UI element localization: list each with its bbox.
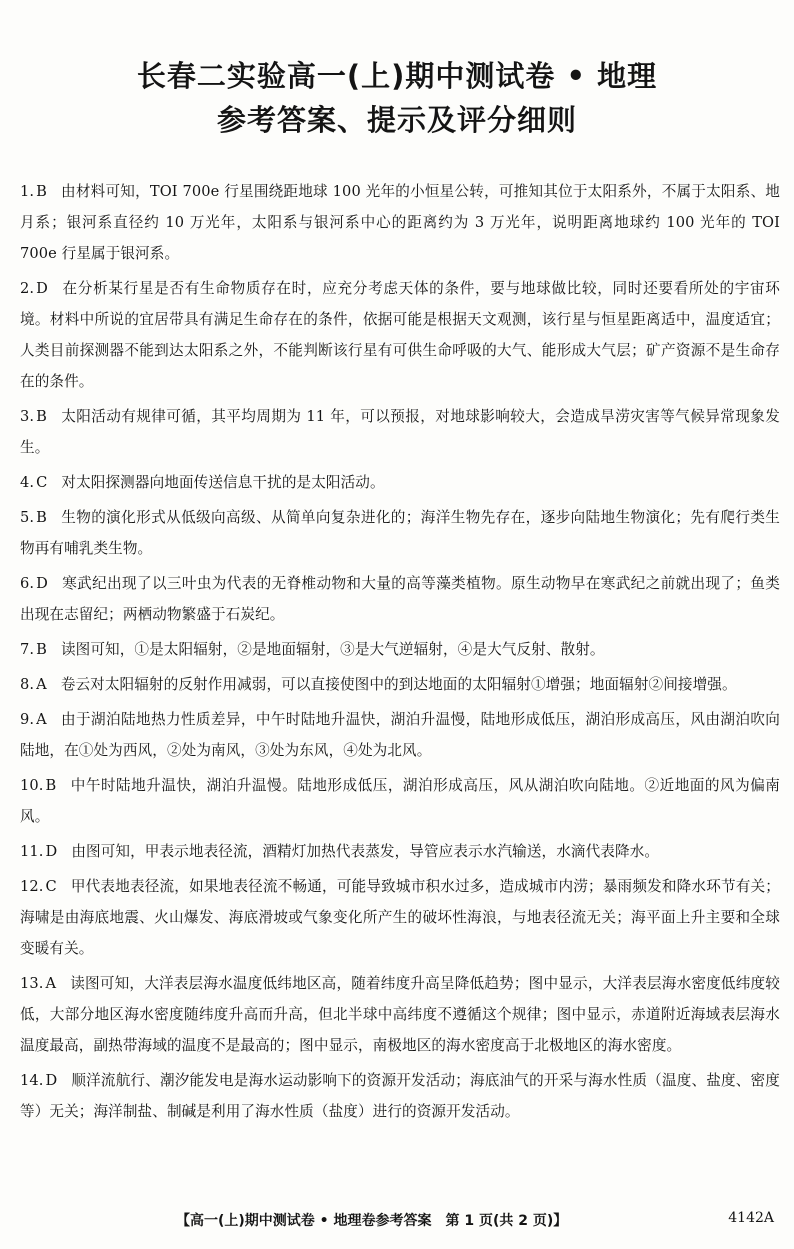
answer-key: C: [45, 878, 57, 895]
answer-item: [20, 401, 780, 463]
answer-item: [20, 568, 780, 630]
answer-explanation: 顺洋流航行、潮汐能发电是海水运动影响下的资源开发活动；海底油气的开采与海水性质（温度、盐度、密度等）无关；海洋制盐、制碱是利用了海水性质（盐度）进行的资源开发活动。: [20, 1072, 780, 1120]
answer-item: [20, 467, 780, 498]
answer-item: [20, 770, 780, 832]
answer-explanation: 由图可知，甲表示地表径流，酒精灯加热代表蒸发，导管应表示水汽输送，水滴代表降水。: [71, 843, 660, 860]
answer-item: [20, 836, 780, 867]
answer-key: D: [45, 1072, 58, 1089]
answer-key: A: [36, 676, 47, 693]
answer-explanation: 太阳活动有规律可循，其平均周期为 11 年，可以预报，对地球影响较大，会造成旱涝灾害等气候异常现象发生。: [20, 408, 780, 456]
footer-page-info: 【高一(上)期中测试卷 • 地理卷参考答案 第 1 页(共 2 页)】: [176, 1213, 568, 1229]
answer-key: B: [36, 641, 47, 658]
answer-number: 8.: [20, 676, 35, 693]
answer-key: B: [45, 777, 57, 794]
answer-number: 1.: [20, 183, 35, 200]
answer-number: 13.: [20, 975, 44, 992]
answer-explanation: 生物的演化形式从低级向高级、从简单向复杂进化的；海洋生物先存在，逐步向陆地生物演化；先有爬行类生物再有哺乳类生物。: [20, 509, 780, 557]
answer-explanation: 读图可知，大洋表层海水温度低纬地区高，随着纬度升高呈降低趋势；图中显示，大洋表层海水密度低纬度较低，大部分地区海水密度随纬度升高而升高，但北半球中高纬度不遵循这个规律；图中显示，赤道附近海域表层海水温度最高，副热带海域的温度不是最高的；图中显示，南极地区的海水密度高于北极地区的海水密度。: [20, 975, 780, 1054]
answer-item: [20, 502, 780, 564]
answer-number: 10.: [20, 777, 44, 794]
answer-number: 7.: [20, 641, 35, 658]
answer-number: 12.: [20, 878, 44, 895]
answer-item: [20, 704, 780, 766]
answer-number: 5.: [20, 509, 35, 526]
answer-explanation: 中午时陆地升温快，湖泊升温慢。陆地形成低压，湖泊形成高压，风从湖泊吹向陆地。②近地面的风为偏南风。: [20, 777, 780, 825]
answer-explanation: 甲代表地表径流，如果地表径流不畅通，可能导致城市积水过多，造成城市内涝；暴雨频发和降水环节有关；海啸是由海底地震、火山爆发、海底滑坡或气象变化所产生的破坏性海浪，与地表径流无关；海平面上升主要和全球变暖有关。: [20, 878, 780, 957]
document-title: 长春二实验高一(上)期中测试卷 • 地理: [136, 59, 658, 93]
answer-key: B: [36, 509, 47, 526]
answer-number: 9.: [20, 711, 35, 728]
answer-list: [20, 176, 780, 1131]
answer-key: D: [45, 843, 58, 860]
answer-item: [20, 273, 780, 397]
answer-explanation: 读图可知，①是太阳辐射，②是地面辐射，③是大气逆辐射，④是大气反射、散射。: [60, 641, 605, 658]
answer-number: 11.: [20, 843, 44, 860]
footer-code: 4142A: [728, 1210, 774, 1226]
page-footer: [0, 1210, 794, 1234]
answer-number: 6.: [20, 575, 35, 592]
answer-key: D: [36, 575, 48, 592]
answer-key: A: [45, 975, 57, 992]
answer-item: [20, 968, 780, 1061]
document-subtitle: 参考答案、提示及评分细则: [216, 103, 577, 137]
answer-key: C: [36, 474, 48, 491]
answer-explanation: 由于湖泊陆地热力性质差异，中午时陆地升温快，湖泊升温慢，陆地形成低压，湖泊形成高压，风由湖泊吹向陆地，在①处为西风，②处为南风，③处为东风，④处为北风。: [20, 711, 780, 759]
answer-explanation: 寒武纪出现了以三叶虫为代表的无脊椎动物和大量的高等藻类植物。原生动物早在寒武纪之前就出现了；鱼类出现在志留纪；两栖动物繁盛于石炭纪。: [20, 575, 780, 623]
answer-number: 14.: [20, 1072, 44, 1089]
answer-number: 3.: [20, 408, 35, 425]
answer-key: D: [36, 280, 48, 297]
answer-number: 4.: [20, 474, 35, 491]
answer-item: [20, 669, 780, 700]
answer-item: [20, 634, 780, 665]
answer-explanation: 由材料可知，TOI 700e 行星围绕距地球 100 光年的小恒星公转，可推知其位于太阳系外，不属于太阳系、地月系；银河系直径约 10 万光年，太阳系与银河系中心的距离约为 3 万光年，说明距离地球约 100 光年的 TOI 700e 行星属于银河系。: [20, 183, 780, 262]
answer-explanation: 卷云对太阳辐射的反射作用减弱，可以直接使图中的到达地面的太阳辐射①增强；地面辐射②间接增强。: [60, 676, 737, 693]
answer-number: 2.: [20, 280, 35, 297]
answer-item: [20, 1065, 780, 1127]
answer-key: B: [36, 183, 47, 200]
answer-item: [20, 871, 780, 964]
answer-item: [20, 176, 780, 269]
answer-explanation: 对太阳探测器向地面传送信息干扰的是太阳活动。: [61, 474, 385, 491]
answer-key: B: [36, 408, 47, 425]
answer-explanation: 在分析某行星是否有生命物质存在时，应充分考虑天体的条件，要与地球做比较，同时还要看所处的宇宙环境。材料中所说的宜居带具有满足生命存在的条件，依据可能是根据天文观测，该行星与恒星距离适中，温度适宜；人类目前探测器不能到达太阳系之外，不能判断该行星有可供生命呼吸的大气、能形成大气层；矿产资源不是生命存在的条件。: [20, 280, 780, 390]
answer-key: A: [36, 711, 47, 728]
